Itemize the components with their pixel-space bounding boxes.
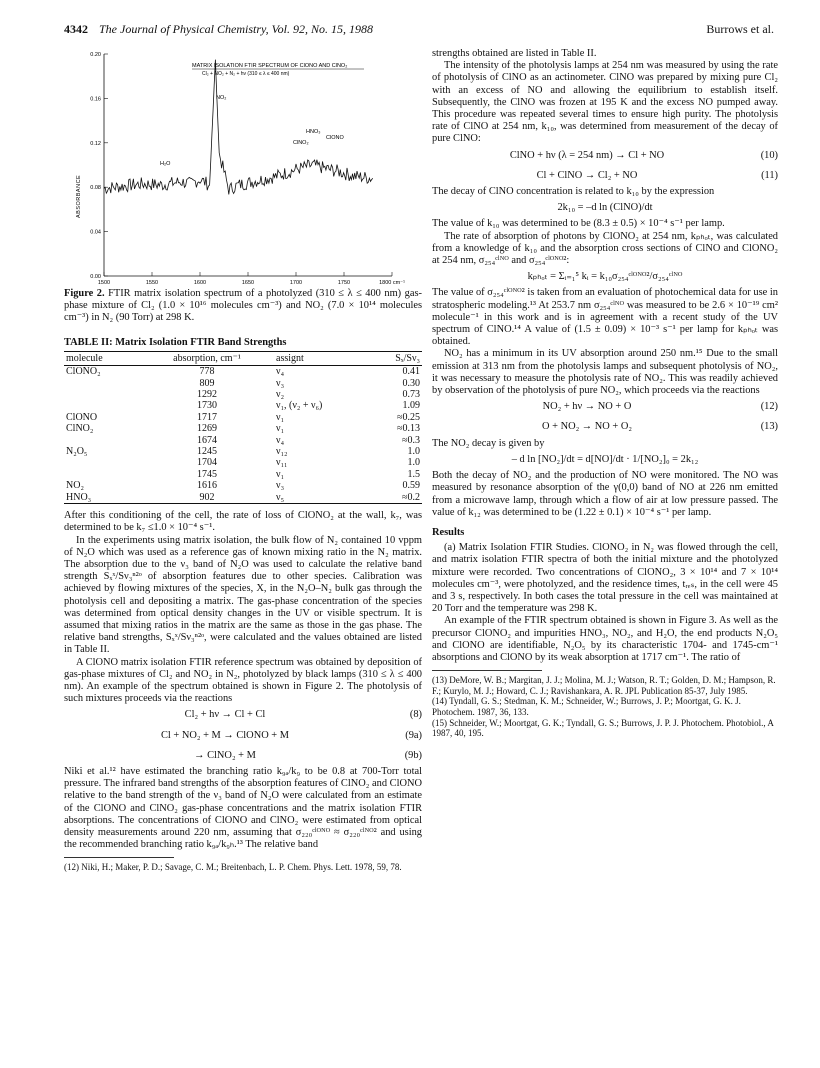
- table-row: [64, 400, 422, 411]
- table-cell: ≈0.25: [397, 411, 420, 423]
- table-cell: [64, 400, 140, 411]
- table-row: [64, 446, 422, 457]
- x-tick-label: 1550: [145, 280, 159, 286]
- table-cell: [64, 378, 140, 389]
- table-cell: 1730: [197, 400, 218, 412]
- reference-12: (12) Niki, H.; Maker, P. D.; Savage, C. M.; Breitenbach, L. P. Chem. Phys. Lett. 1978, 59, 78.: [64, 862, 402, 873]
- paragraph: strengths obtained are listed in Table II.: [432, 48, 597, 59]
- reference-14: (14) Tyndall, G. S.; Stedman, K. M.; Schneider, W.; Burrows, J. P.; Moortgat, G. K. J. Photochem. 1987, 36, 133.: [432, 696, 741, 717]
- y-tick-label: 0.20: [90, 52, 101, 58]
- y-axis-label: ABSORBANCE: [76, 174, 82, 218]
- equation-9a: Cl + NO₂ + M → ClONO + M (9a): [160, 729, 422, 741]
- figure-caption: [64, 288, 422, 325]
- left-column: [64, 48, 422, 873]
- table-cell: ν₃: [276, 480, 285, 492]
- ftir-spectrum-figure: [64, 48, 422, 288]
- peak-label-clono: ClONO: [326, 135, 344, 141]
- spectrum-line: [104, 60, 373, 195]
- peak-label-clno2: ClNO₂: [293, 140, 309, 146]
- paragraph: Niki et al.¹² have estimated the branching ratio k₉ₐ/k₉ to be 0.8 at 700-Torr total pressure. The infrared band strengths of the absorption features of ClNO₂ and ClONO relative to the band strength of the ν₃ band of N₂O were calculated from an estimate of the ClONO and ClNO₂ gas-phase concentrations and the matrix isolation FTIR absorptions. The concentrations of ClONO and ClNO₂ were estimated from optical density measurements around 220 nm, assuming that σ₂₂₀ᶜˡᴼᴺᴼ ≈ σ₂₂₀ᶜˡᴺᴼ² and using the recommended branching ratio k₉ₐ/k₉ₕ.¹³ The relative band: [64, 765, 422, 851]
- table-cell: 0.59: [402, 480, 420, 492]
- table-cell: ClONO₂: [66, 366, 101, 378]
- table-row: [64, 389, 422, 400]
- x-tick-label: 1500: [97, 280, 111, 286]
- table-cell: ν₄: [276, 366, 285, 378]
- table-cell: 1674: [197, 434, 218, 446]
- figure-title-line2: Cl₂ + NO₂ + N₂ + hν (310 ≤ λ ≤ 400 nm): [202, 71, 290, 77]
- table-cell: N₂O₅: [66, 446, 88, 458]
- table-cell: 0.73: [402, 389, 420, 401]
- journal-title: The Journal of Physical Chemistry, Vol. 92, No. 15, 1988: [99, 22, 373, 36]
- table-cell: ν₄: [276, 434, 285, 446]
- paragraph: The intensity of the photolysis lamps at 254 nm was measured by using the rate of photolysis of ClNO as an actinometer. ClNO was prepared by mixing pure Cl₂ with an excess of NO and allowing the equilibrium to establish itself. Subsequently, the ClNO was frozen at 195 K and the excess NO pumped away. This procedure was repeated several times to ensure high purity. The photolysis rate of ClNO at 254 nm, k₁₀, was determined from measurement of the decay of pure ClNO:: [432, 60, 778, 145]
- paragraph: The value of k₁₀ was determined to be (8.3 ± 0.5) × 10⁻⁴ s⁻¹ per lamp.: [432, 218, 725, 230]
- reference-15: (15) Schneider, W.; Moortgat, G. K.; Tyndall, G. S.; Burrows, J. P. J. Photochem. Photobiol., A 1987, 40, 195.: [432, 717, 774, 739]
- table-cell: HNO₃: [66, 491, 92, 503]
- equation-9b: → ClNO₂ + M (9b): [194, 749, 422, 761]
- table-cell: 1704: [197, 457, 218, 469]
- table-row: [64, 492, 422, 503]
- table-cell: ν₁₁: [276, 457, 288, 469]
- paragraph: After this conditioning of the cell, the rate of loss of ClONO₂ at the wall, k₇, was determined to be k₇ ≤1.0 × 10⁻⁴ s⁻¹.: [64, 510, 422, 534]
- table-row: [64, 366, 422, 378]
- table-cell: 1.0: [407, 446, 420, 458]
- table-cell: ν₁, (ν₂ + ν₆): [276, 400, 323, 412]
- figure-caption-label: Figure 2.: [64, 288, 105, 299]
- table-row: [64, 423, 422, 434]
- table-cell: 1.5: [407, 468, 420, 480]
- paragraph: The NO₂ decay is given by: [432, 437, 545, 449]
- table-header-cell: assignt: [274, 351, 368, 365]
- y-tick-label: 0.12: [90, 140, 101, 147]
- y-tick-label: 0.08: [90, 185, 101, 192]
- table-cell: ν₁: [276, 423, 285, 435]
- x-tick-label: 1600: [193, 280, 207, 286]
- paragraph: An example of the FTIR spectrum obtained is shown in Figure 3. As well as the precursor ClONO₂ and impurities HNO₃, NO₂, and H₂O, the end products N₂O₅ and ClONO are identifiable, N₂O₅ by its characteristic 1704- and 1745-cm⁻¹ absorptions and ClONO by its weak absorption at 1717 cm⁻¹. The ratio of: [432, 615, 778, 663]
- table-cell: 778: [199, 366, 215, 378]
- table-row: [64, 412, 422, 423]
- table-cell: ν₁: [276, 411, 285, 423]
- table-cell: [64, 457, 140, 468]
- running-authors: Burrows et al.: [706, 22, 774, 36]
- paragraph: The value of σ₂₅₄ᶜˡᴼᴺᴼ² is taken from an evaluation of photochemical data for use in stratospheric modeling.¹³ At 253.7 nm σ₂₅₄ᶜˡᴺᴼ was measured to be 2.6 × 10⁻¹⁹ cm² molecule⁻¹ in this work and is in agreement with a recent study of the UV spectrum of ClNO.¹⁴ A value of (1.5 ± 0.09) × 10⁻³ s⁻¹ per lamp for kₚₕₒₜ was obtained.: [432, 287, 778, 348]
- paragraph: Both the decay of NO₂ and the production of NO were monitored. The NO was measured by resonance absorption of the γ(0,0) band of NO at 226 nm emitted from a microwave lamp, through which a flow of air at low pressure passed. The value of k₁₂ was determined to be (1.22 ± 0.1) × 10⁻⁴ s⁻¹ per lamp.: [432, 470, 778, 518]
- y-tick-label: 0.04: [90, 229, 101, 236]
- table-cell: ClNO₂: [66, 423, 94, 435]
- equation-kphot: kₚₕₒₜ = Σᵢ₌₁⁵ kᵢ = k₁₀σ₂₅₄ᶜˡᴼᴺᴼ²/σ₂₅₄ᶜˡᴺᴼ: [527, 271, 683, 283]
- table-row: [64, 480, 422, 491]
- paragraph: (a) Matrix Isolation FTIR Studies. ClONO₂ in N₂ was flowed through the cell, and matrix isolation FTIR spectra of both the initial mixture and the photolyzed mixture were recorded. Two concentrations of ClONO₂, 3 × 10¹⁴ and 7 × 10¹⁴ molecules cm⁻³, were photolyzed, and the residence times, tᵣₑₛ, in the cell were 45 and 3 s, respectively. In both cases the total pressure in the cell was maintained at 20 Torr and the temperature was 298 K.: [432, 542, 778, 615]
- table-header-cell: molecule: [64, 351, 140, 365]
- table-title: TABLE II: Matrix Isolation FTIR Band Strengths: [64, 336, 287, 348]
- table-cell: 902: [199, 491, 215, 503]
- x-tick-label: 1650: [241, 280, 255, 286]
- peak-label-no2: NO₂: [216, 95, 227, 101]
- table-cell: 1.0: [407, 457, 420, 469]
- table-row: [64, 378, 422, 389]
- right-column: [432, 48, 778, 739]
- page-header: [64, 22, 774, 40]
- table-cell: NO₂: [66, 480, 84, 492]
- equation-10: ClNO + hν (λ = 254 nm) → Cl + NO (10): [509, 149, 778, 161]
- table-row: [64, 457, 422, 468]
- paragraph: In the experiments using matrix isolation, the bulk flow of N₂ contained 10 vppm of N₂O which was used as a reference gas of known mixing ratio in the N₂ matrix. The absorption due to the ν₃ band of N₂O was used to calculate the relative band strength Sₓˣ/Sν₃ⁿ²ᵒ of absorption features due to other species. Calibration was achieved by flowing mixtures of the species, X, in the N₂O–N₂ bulk gas through the photolysis cell and depositing a matrix. The gas-phase concentration of the species was determined from optical density changes in the UV or visible spectrum. It is assumed that mixing ratios in the matrix are the same as those in the gas phase. The relative band strengths, Sₓˣ/Sν₃ⁿ²ᵒ, were calculated and the values obtained are listed in Table II.: [64, 534, 422, 656]
- table-cell: ν₅: [276, 491, 285, 503]
- table-cell: 1245: [197, 446, 218, 458]
- equation-11: Cl + ClNO → Cl₂ + NO (11): [536, 169, 778, 181]
- table-header-cell: Sₓ/Sν₃: [368, 351, 422, 365]
- table-row: [64, 469, 422, 480]
- y-tick-label: 0.16: [90, 96, 101, 103]
- band-strength-table: [64, 351, 422, 503]
- footnote-rule: [64, 857, 174, 858]
- y-tick-label: 0.00: [90, 274, 101, 280]
- table-cell: ClONO: [66, 411, 98, 423]
- paragraph: The decay of ClNO concentration is related to k₁₀ by the expression: [432, 186, 715, 198]
- table-cell: ν₂: [276, 389, 285, 401]
- table-cell: ≈0.13: [397, 423, 420, 435]
- table-cell: ν₁₂: [276, 446, 288, 458]
- paragraph: A ClONO matrix isolation FTIR reference spectrum was obtained by deposition of gas-phase mixtures of Cl₂ and NO₂ in N₂, photolyzed by black lamps (310 ≤ λ ≤ 400 nm). An example of the spectrum obtained is shown in Figure 2. The photolysis of such mixtures proceeds via the reactions: [64, 656, 422, 705]
- page-number: 4342: [64, 22, 88, 36]
- table-cell: 0.41: [402, 366, 420, 378]
- section-heading-results: Results: [432, 526, 465, 538]
- equation-no2-decay: – d ln [NO₂]/dt = d[NO]/dt · 1/[NO₂]₀ = 2k₁₂: [511, 453, 699, 465]
- paragraph: The rate of absorption of photons by ClONO₂ at 254 nm, kₚₕₒₜ, was calculated from a knowledge of k₁₀ and the absorption cross sections of ClNO and ClONO₂ at 254 nm, σ₂₅₄ᶜˡᴺᴼ and σ₂₅₄ᶜˡᴼᴺᴼ²:: [432, 230, 778, 267]
- table-cell: [64, 469, 140, 480]
- table-cell: ν₃: [276, 377, 285, 389]
- table-cell: ≈0.2: [402, 491, 420, 503]
- table-cell: 1616: [197, 480, 218, 492]
- x-tick-label: 1700: [289, 280, 303, 286]
- table-cell: [64, 435, 140, 446]
- table-header-cell: absorption, cm⁻¹: [140, 351, 274, 365]
- figure-title-line1: MATRIX ISOLATION FTIR SPECTRUM OF ClONO AND ClNO₂: [192, 63, 348, 69]
- figure-caption-text: FTIR matrix isolation spectrum of a photolyzed (310 ≤ λ ≤ 400 nm) gas-phase mixture of Cl₂ (1.0 × 10¹⁶ molecules cm⁻³) and NO₂ (7.0 × 10¹⁴ molecules cm⁻³) in N₂ (90 Torr) at 298 K.: [64, 288, 422, 324]
- table-cell: ≈0.3: [402, 434, 420, 446]
- x-tick-label: 1750: [337, 280, 351, 286]
- peak-label-h2o: H₂O: [160, 161, 171, 167]
- table-row: [64, 435, 422, 446]
- table-cell: 809: [199, 377, 215, 389]
- table-cell: 1292: [197, 389, 218, 401]
- table-cell: 1.09: [402, 400, 420, 412]
- peak-label-hno3: HNO₃: [306, 129, 321, 135]
- table-cell: 0.30: [402, 377, 420, 389]
- equation-13: O + NO₂ → NO + O₂ (13): [542, 421, 778, 433]
- table-cell: 1717: [197, 411, 218, 423]
- footnote-rule: [432, 670, 542, 671]
- x-tick-label: 1800 cm⁻¹: [379, 280, 405, 286]
- equation-k10: 2k₁₀ = –d ln (ClNO)/dt: [557, 202, 653, 214]
- equation-12: NO₂ + hν → NO + O (12): [542, 401, 778, 413]
- table-cell: 1745: [197, 468, 218, 480]
- paragraph: NO₂ has a minimum in its UV absorption around 250 nm.¹⁵ Due to the small emission at 313 nm from the photolysis lamps and subsequent photolysis of NO₂, it was necessary to measure the photolysis rate of NO₂. This was readily achieved by observation of the photolysis of pure NO₂, which proceeds via the reactions: [432, 348, 778, 397]
- reference-13: (13) DeMore, W. B.; Margitan, J. J.; Molina, M. J.; Watson, R. T.; Golden, D. M.; Hampson, R. F.; Kurylo, M. J.; Howard, C. J.; Ravishankara, A. R. JPL Publication 85-37, July 1985.: [432, 675, 776, 696]
- table-cell: 1269: [197, 423, 218, 435]
- table-cell: [64, 389, 140, 400]
- table-cell: ν₁: [276, 468, 285, 480]
- equation-8: Cl₂ + hν → Cl + Cl (8): [184, 709, 422, 721]
